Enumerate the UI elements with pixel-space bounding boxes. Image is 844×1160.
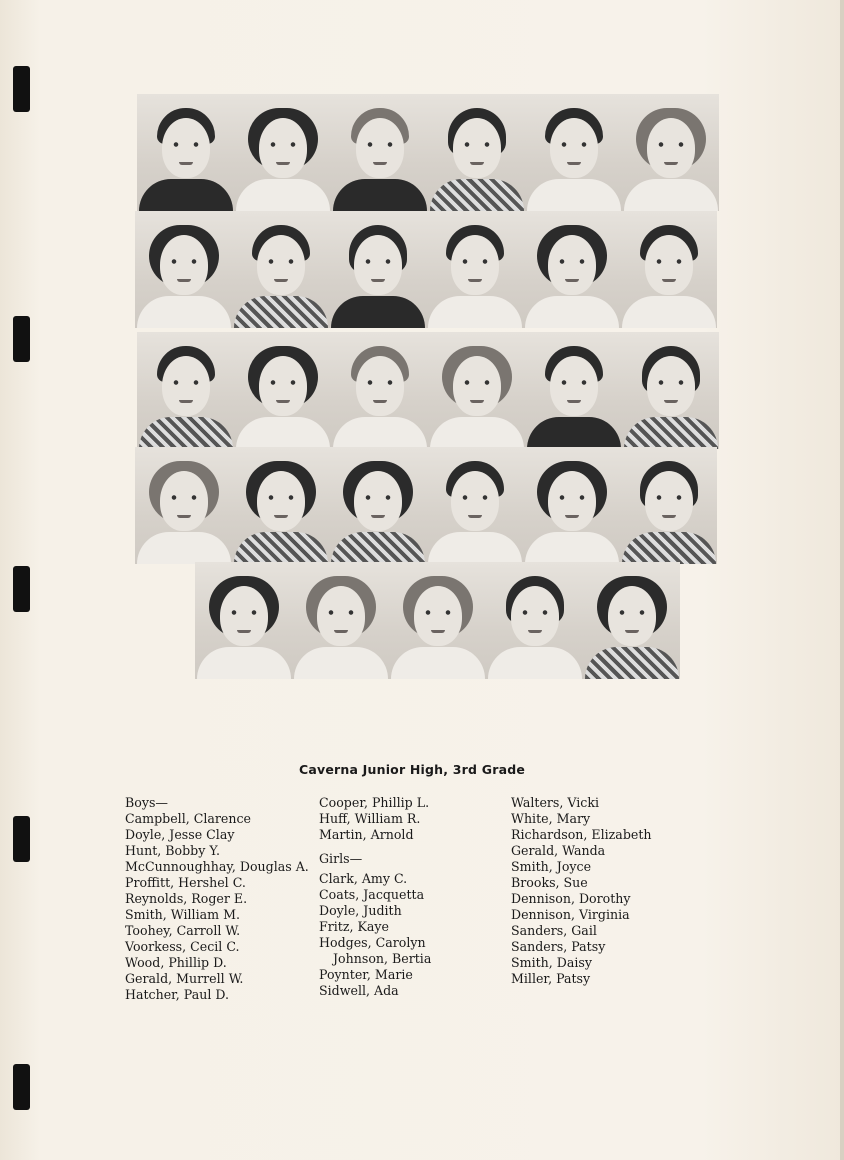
student-name: Reynolds, Roger E. — [125, 891, 248, 906]
student-name: Fritz, Kaye — [319, 919, 389, 934]
student-name: White, Mary — [511, 811, 591, 826]
binder-hole — [13, 566, 30, 612]
student-name: Smith, Joyce — [511, 859, 592, 874]
student-name: Toohey, Carroll W. — [125, 923, 241, 938]
student-name: Voorkess, Cecil C. — [125, 939, 240, 954]
photo-row — [135, 447, 717, 564]
student-name: Miller, Patsy — [511, 971, 591, 986]
student-name: Gerald, Murrell W. — [125, 971, 244, 986]
names-column-3 — [511, 795, 652, 987]
student-photo — [525, 94, 622, 211]
student-name: Richardson, Elizabeth — [511, 827, 652, 842]
photo-row — [195, 562, 680, 679]
student-photo — [234, 94, 331, 211]
student-name: Cooper, Phillip L. — [319, 795, 430, 810]
student-name: Martin, Arnold — [319, 827, 414, 842]
student-name: Huff, William R. — [319, 811, 421, 826]
student-photo — [135, 447, 232, 564]
section-label: Girls— — [319, 851, 363, 866]
student-photo — [137, 332, 234, 449]
student-name: McCunnoughhay, Douglas A. — [125, 859, 309, 874]
student-name: Clark, Amy C. — [319, 871, 408, 886]
student-photo — [331, 94, 428, 211]
student-photo — [329, 447, 426, 564]
student-name: Smith, Daisy — [511, 955, 592, 970]
student-name: Dennison, Dorothy — [511, 891, 631, 906]
student-photo — [620, 447, 717, 564]
page-edge — [840, 0, 844, 1160]
student-photo — [583, 562, 680, 679]
student-photo — [620, 211, 717, 328]
student-photo — [486, 562, 583, 679]
student-photo — [137, 94, 234, 211]
student-name: Hunt, Bobby Y. — [125, 843, 221, 858]
student-photo — [389, 562, 486, 679]
student-photo — [428, 94, 525, 211]
student-photo — [195, 562, 292, 679]
student-name: Dennison, Virginia — [511, 907, 630, 922]
student-name: Campbell, Clarence — [125, 811, 251, 826]
photo-row — [137, 332, 719, 449]
student-photo — [234, 332, 331, 449]
names-column-2 — [319, 795, 431, 999]
student-photo — [292, 562, 389, 679]
student-name: Hodges, Carolyn — [319, 935, 426, 950]
binder-hole — [13, 316, 30, 362]
student-photo — [232, 447, 329, 564]
student-photo — [622, 332, 719, 449]
student-photo — [232, 211, 329, 328]
student-photo — [329, 211, 426, 328]
student-name: Sidwell, Ada — [319, 983, 399, 998]
student-name: Coats, Jacquetta — [319, 887, 425, 902]
student-name: Johnson, Bertia — [333, 951, 432, 966]
student-photo — [428, 332, 525, 449]
student-photo — [135, 211, 232, 328]
student-photo — [523, 211, 620, 328]
student-photo — [426, 447, 523, 564]
photo-row — [135, 211, 717, 328]
student-name: Walters, Vicki — [511, 795, 600, 810]
student-name: Proffitt, Hershel C. — [125, 875, 246, 890]
student-name: Poynter, Marie — [319, 967, 413, 982]
student-name: Sanders, Patsy — [511, 939, 606, 954]
section-label: Boys— — [125, 795, 169, 810]
binder-hole — [13, 66, 30, 112]
student-photo — [523, 447, 620, 564]
names-column-1 — [125, 795, 309, 1003]
photo-row — [137, 94, 719, 211]
binder-hole — [13, 816, 30, 862]
student-name: Smith, William M. — [125, 907, 240, 922]
student-photo — [426, 211, 523, 328]
student-name: Gerald, Wanda — [511, 843, 606, 858]
class-heading: Caverna Junior High, 3rd Grade — [298, 762, 526, 777]
student-photo — [331, 332, 428, 449]
student-name: Doyle, Jesse Clay — [125, 827, 235, 842]
student-name: Hatcher, Paul D. — [125, 987, 230, 1002]
student-name: Sanders, Gail — [511, 923, 597, 938]
student-name: Wood, Phillip D. — [125, 955, 227, 970]
student-name: Doyle, Judith — [319, 903, 402, 918]
student-photo — [525, 332, 622, 449]
student-name: Brooks, Sue — [511, 875, 588, 890]
student-photo — [622, 94, 719, 211]
binder-hole — [13, 1064, 30, 1110]
